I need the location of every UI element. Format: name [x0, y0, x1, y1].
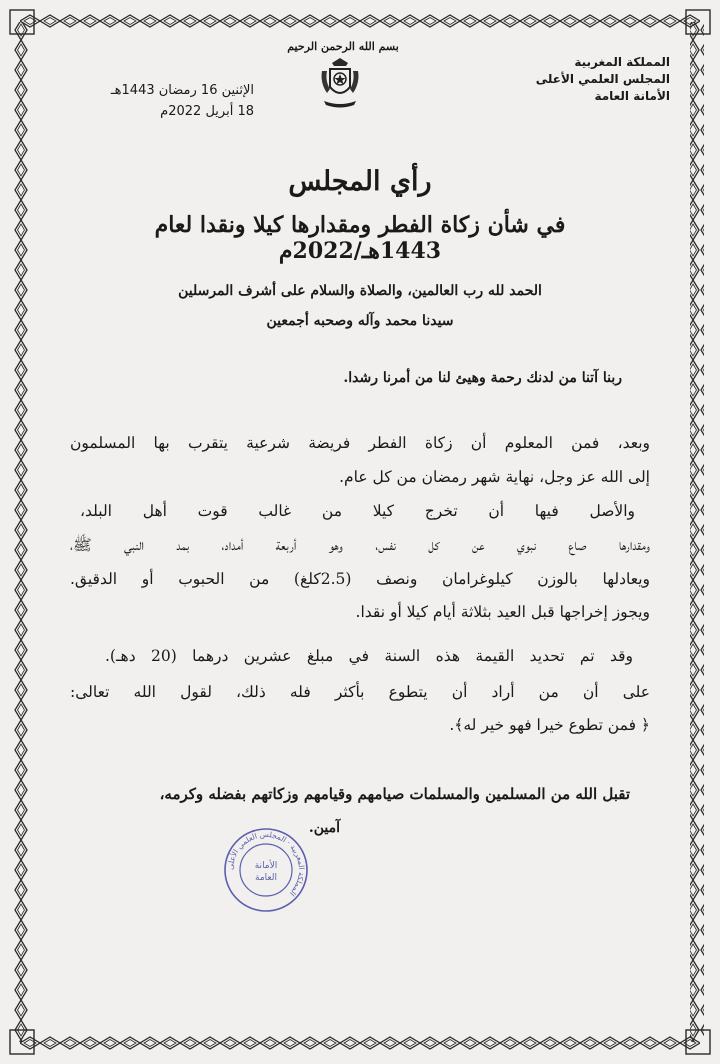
prayer-line: ربنا آتنا من لدنك رحمة وهيئ لنا من أمرنا رشدا.	[343, 370, 622, 386]
body-line: ومقدارها صاع نبوي عن كل نفس، وهو أربعة أمداد، بمد النبي ﷺ،	[70, 536, 650, 554]
issuer-line: المجلس العلمي الأعلى	[535, 72, 670, 86]
basmala: بسم الله الرحمن الرحيم	[287, 40, 399, 53]
body-line: على أن من أراد أن يتطوع بأكثر فله ذلك، لقول الله تعالى:	[70, 683, 650, 701]
closing-line: تقبل الله من المسلمين والمسلمات صيامهم وقيامهم وزكاتهم بفضله وكرمه،	[159, 785, 630, 803]
quran-verse: ﴿ فمن تطوع خيرا فهو خير له﴾.	[449, 716, 650, 734]
date-hijri: الإثنين 16 رمضان 1443هـ	[110, 83, 254, 98]
praise-line: سيدنا محمد وآله وصحبه أجمعين	[266, 313, 454, 329]
document-title: رأي المجلس	[288, 166, 432, 197]
body-line: وبعد، فمن المعلوم أن زكاة الفطر فريضة شرعية يتقرب بها المسلمون	[70, 434, 650, 452]
body-line: ويعادلها بالوزن كيلوغرامان ونصف (2.5كلغ) من الحبوب أو الدقيق.	[70, 570, 650, 588]
praise-line: الحمد لله رب العالمين، والصلاة والسلام على أشرف المرسلين	[178, 283, 542, 299]
date-gregorian: 18 أبريل 2022م	[160, 104, 254, 119]
official-seal-icon	[222, 826, 310, 914]
seal-center-text: العامة	[255, 873, 277, 883]
body-line: إلى الله عز وجل، نهاية شهر رمضان من كل عام.	[339, 468, 650, 486]
issuer-line: الأمانة العامة	[594, 89, 670, 103]
date-block	[84, 80, 254, 122]
seal-center-text: الأمانة	[254, 861, 278, 871]
seal-ring-text: المملكة المغربية · المجلس العلمي الأعلى	[225, 829, 307, 899]
issuer-block	[470, 54, 670, 105]
amen-line: آمين.	[308, 820, 340, 836]
body-line: ويجوز إخراجها قبل العيد بثلاثة أيام كيلا أو نقدا.	[355, 603, 650, 621]
body-line: والأصل فيها أن تخرج كيلا من غالب قوت أهل البلد،	[80, 502, 635, 520]
document-subtitle: في شأن زكاة الفطر ومقدارها كيلا ونقدا لعام 1443هـ/2022م	[154, 212, 566, 264]
issuer-line: المملكة المغربية	[574, 55, 670, 69]
moroccan-coat-of-arms-icon	[318, 57, 362, 109]
body-line: وقد تم تحديد القيمة هذه السنة في مبلغ عشرين درهما (20 دهـ).	[105, 647, 633, 665]
